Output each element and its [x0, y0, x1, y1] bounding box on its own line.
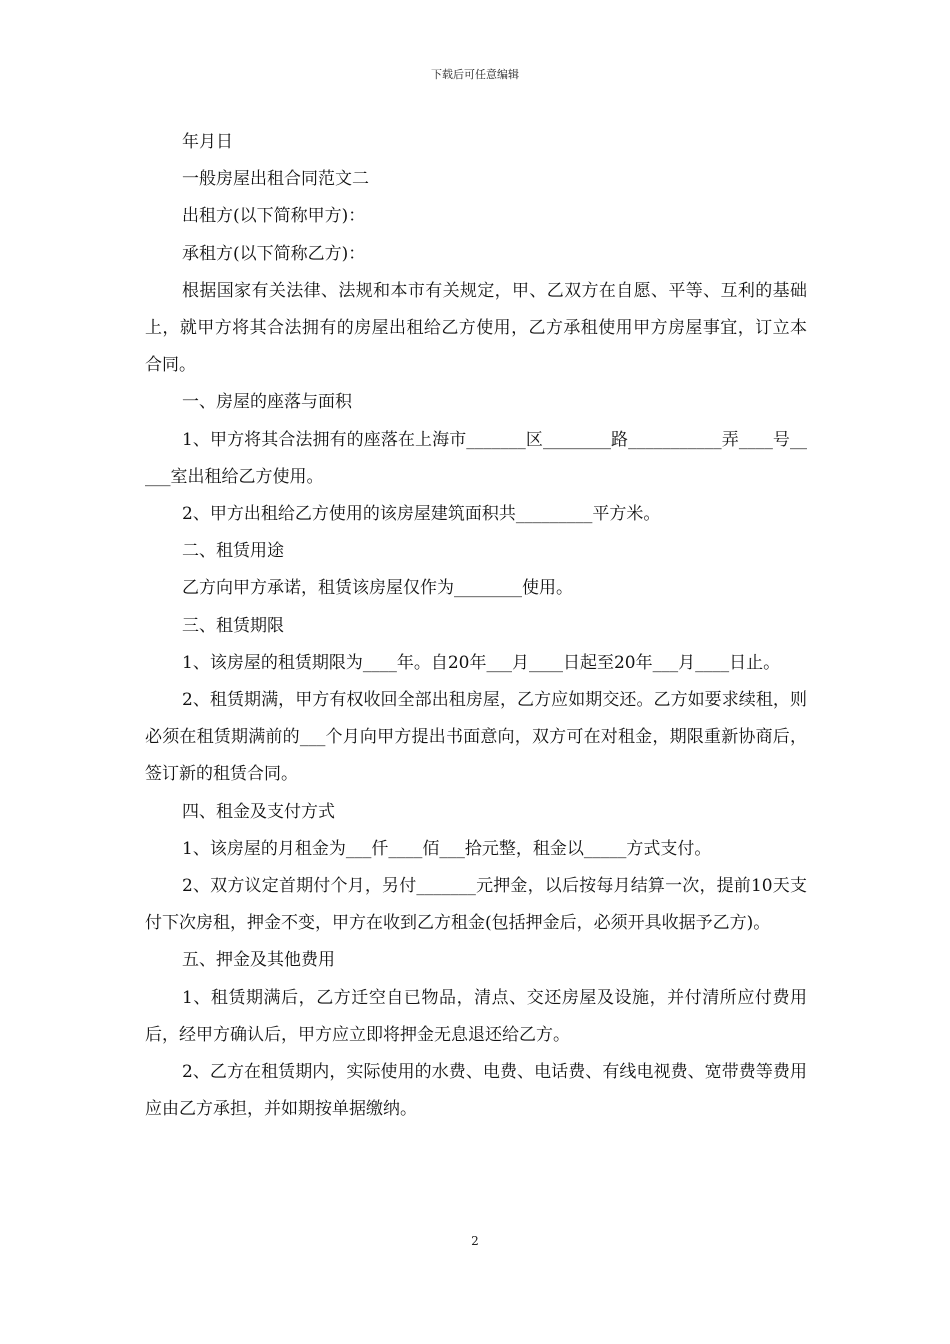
lessee-line: 承租方(以下简称乙方)：: [182, 243, 366, 264]
contract-title: 一般房屋出租合同范文二: [182, 169, 369, 190]
clause-4-2: 2、双方议定首期付个月，另付_______元押金，以后按每月结算一次，提前10天支付下次房租，押金不变，甲方在收到乙方租金(包括押金后，必须开具收据予乙方)。: [145, 876, 807, 934]
clause-1-1: 1、甲方将其合法拥有的座落在上海市_______区________路___________弄____号_____室出租给乙方使用。: [145, 429, 807, 487]
clause-4-1: 1、该房屋的月租金为___仟____佰___拾元整，租金以_____方式支付。: [182, 838, 712, 859]
page-number: 2: [471, 1234, 479, 1248]
section-heading-1: 一、房屋的座落与面积: [182, 392, 352, 413]
preamble-paragraph: 根据国家有关法律、法规和本市有关规定，甲、乙双方在自愿、平等、互利的基础上，就甲方将其合法拥有的房屋出租给乙方使用，乙方承租使用甲方房屋事宜，订立本合同。: [145, 280, 807, 376]
clause-3-2: 2、租赁期满，甲方有权收回全部出租房屋，乙方应如期交还。乙方如要求续租，则必须在租赁期满前的___个月向甲方提出书面意向，双方可在对租金，期限重新协商后，签订新的租赁合同。: [145, 690, 807, 785]
clause-5-1: 1、租赁期满后，乙方迁空自已物品，清点、交还房屋及设施，并付清所应付费用后，经甲方确认后，甲方应立即将押金无息退还给乙方。: [145, 987, 807, 1045]
section-heading-4: 四、租金及支付方式: [182, 801, 335, 822]
document-body: [145, 124, 807, 1128]
date-line: 年月日: [182, 132, 233, 152]
clause-2: 乙方向甲方承诺，租赁该房屋仅作为________使用。: [182, 578, 573, 599]
page-header: 下载后可任意编辑: [431, 68, 519, 81]
section-heading-3: 三、租赁期限: [182, 615, 284, 636]
clause-3-1: 1、该房屋的租赁期限为____年。自20年___月____日起至20年___月____日止。: [182, 652, 781, 673]
section-heading-2: 二、租赁用途: [182, 541, 284, 562]
section-heading-5: 五、押金及其他费用: [182, 950, 335, 971]
clause-1-2: 2、甲方出租给乙方使用的该房屋建筑面积共_________平方米。: [182, 504, 661, 525]
lessor-line: 出租方(以下简称甲方)：: [182, 206, 366, 227]
clause-5-2: 2、乙方在租赁期内，实际使用的水费、电费、电话费、有线电视费、宽带费等费用应由乙方承担，并如期按单据缴纳。: [145, 1062, 807, 1120]
